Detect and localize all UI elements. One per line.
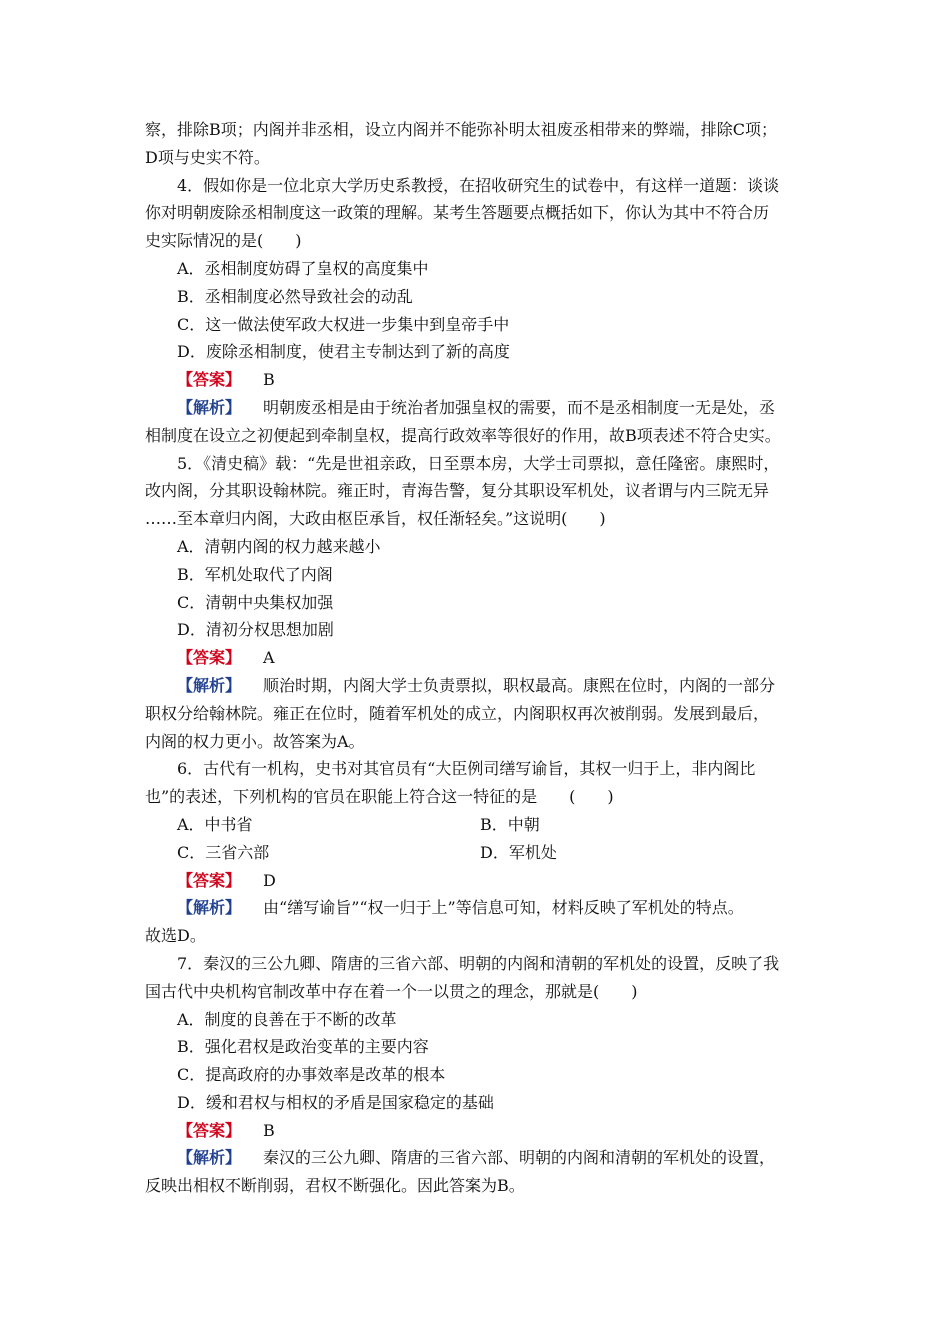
q6-option-b: B．中朝 [480, 814, 540, 834]
answer-value: A [263, 648, 275, 668]
q4-analysis [145, 394, 810, 422]
q5-analysis-line: 职权分给翰林院。雍正在位时，随着军机处的成立，内阁职权再次被削弱。发展到最后， [145, 703, 770, 723]
q7-option-c: C．提高政府的办事效率是改革的根本 [177, 1065, 446, 1085]
q5-stem-line: 5．《清史稿》载：“先是世祖亲政，日至票本房，大学士司票拟，意任隆密。康熙时， [177, 453, 780, 473]
q6-option-c: C．三省六部 [177, 842, 270, 862]
q4-stem-line: 你对明朝废除丞相制度这一政策的理解。某考生答题要点概括如下，你认为其中不符合历 [145, 203, 770, 223]
answer-label: 【答案】 [177, 870, 242, 890]
q6-stem-line: 6．古代有一机构，史书对其官员有“大臣例司缮写谕旨，其权一归于上，非内阁比 [177, 759, 756, 779]
answer-label: 【答案】 [177, 1120, 242, 1140]
q7-option-a: A．制度的良善在于不断的改革 [177, 1009, 397, 1029]
q5-analysis-line: 内阁的权力更小。故答案为A。 [145, 731, 365, 751]
q5-option-a: A．清朝内阁的权力越来越小 [177, 536, 381, 556]
answer-label: 【答案】 [177, 370, 242, 390]
q6-answer [145, 867, 810, 895]
q5-option-c: C．清朝中央集权加强 [177, 592, 334, 612]
analysis-label: 【解析】 [177, 397, 242, 417]
q6-analysis-line: 故选D。 [145, 926, 206, 946]
q3-analysis-line: 察，排除B项；内阁并非丞相，设立内阁并不能弥补明太祖废丞相带来的弊端，排除C项； [145, 120, 778, 139]
q6-analysis [145, 894, 810, 922]
q7-analysis-line: 反映出相权不断削弱，君权不断强化。因此答案为B。 [145, 1176, 525, 1196]
q5-answer [145, 644, 810, 672]
q5-option-b: B．军机处取代了内阁 [177, 564, 333, 584]
analysis-text: 秦汉的三公九卿、隋唐的三省六部、明朝的内阁和清朝的军机处的设置， [263, 1148, 776, 1168]
q6-stem-line: 也”的表述，下列机构的官员在职能上符合这一特征的是 ( ) [145, 787, 614, 807]
answer-value: D [263, 870, 276, 890]
q4-stem-line: 4．假如你是一位北京大学历史系教授，在招收研究生的试卷中，有这样一道题：谈谈 [177, 175, 780, 195]
q7-stem-line: 7．秦汉的三公九卿、隋唐的三省六部、明朝的内阁和清朝的军机处的设置，反映了我 [177, 953, 780, 973]
analysis-label: 【解析】 [177, 1148, 242, 1168]
q4-stem-line: 史实际情况的是( ) [145, 231, 302, 251]
q6-option-a: A．中书省 [177, 814, 253, 834]
answer-value: B [263, 1120, 275, 1140]
analysis-text: 明朝废丞相是由于统治者加强皇权的需要，而不是丞相制度一无是处，丞 [263, 397, 776, 417]
answer-label: 【答案】 [177, 648, 242, 668]
analysis-text: 由“缮写谕旨”“权一归于上”等信息可知，材料反映了军机处的特点。 [263, 898, 744, 918]
q5-option-d: D．清初分权思想加剧 [177, 620, 334, 640]
q4-option-b: B．丞相制度必然导致社会的动乱 [177, 286, 413, 306]
document-body [145, 116, 810, 1200]
q7-stem-line: 国古代中央机构官制改革中存在着一个一以贯之的理念，那就是( ) [145, 981, 638, 1001]
q6-option-d: D．军机处 [480, 842, 557, 862]
analysis-text: 顺治时期，内阁大学士负责票拟，职权最高。康熙在位时，内阁的一部分 [263, 675, 776, 695]
q5-analysis [145, 672, 810, 700]
q7-option-d: D．缓和君权与相权的矛盾是国家稳定的基础 [177, 1092, 494, 1112]
q7-option-b: B．强化君权是政治变革的主要内容 [177, 1037, 429, 1057]
q4-analysis-line: 相制度在设立之初便起到牵制皇权，提高行政效率等很好的作用，故B项表述不符合史实。 [145, 425, 781, 445]
q7-analysis [145, 1144, 810, 1172]
q3-analysis-line: D项与史实不符。 [145, 147, 270, 167]
q5-stem-line: 改内阁，分其职设翰林院。雍正时，青海告警，复分其职设军机处，议者谓与内三院无异 [145, 481, 770, 501]
answer-value: B [263, 370, 275, 390]
q4-option-c: C．这一做法使军政大权进一步集中到皇帝手中 [177, 314, 510, 334]
analysis-label: 【解析】 [177, 675, 242, 695]
q7-answer [145, 1117, 810, 1145]
q5-stem-line: ……至本章归内阁，大政由枢臣承旨，权任渐轻矣。”这说明( ) [145, 509, 606, 529]
q4-option-a: A．丞相制度妨碍了皇权的高度集中 [177, 258, 429, 278]
q6-options-row [145, 839, 810, 867]
analysis-label: 【解析】 [177, 898, 242, 918]
q4-answer [145, 366, 810, 394]
q4-option-d: D．废除丞相制度，使君主专制达到了新的高度 [177, 342, 510, 362]
q6-options-row [145, 811, 810, 839]
